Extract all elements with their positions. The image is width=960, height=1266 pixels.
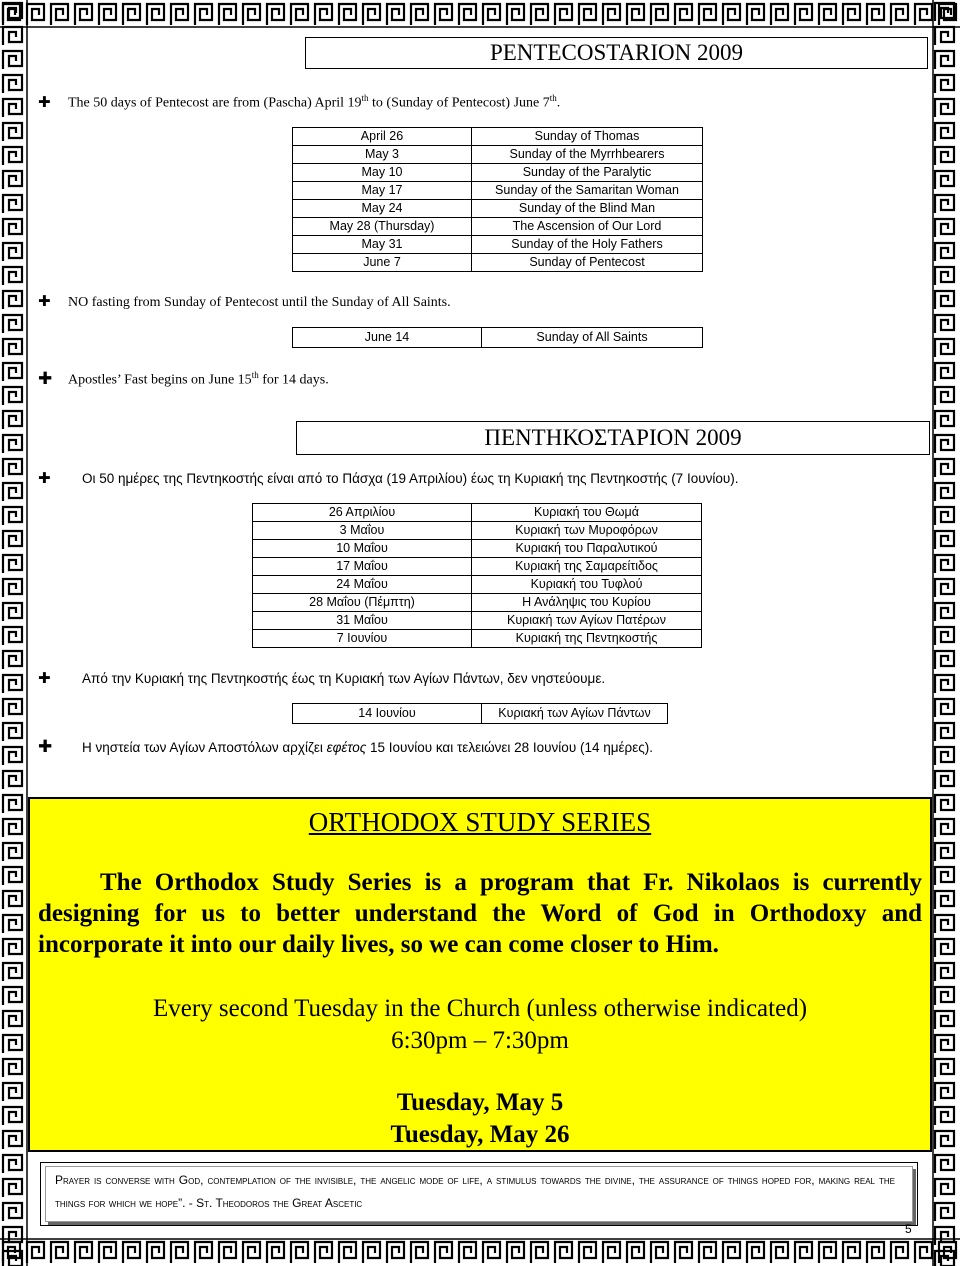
event-cell: Κυριακή του Θωμά xyxy=(472,504,702,522)
quote-box xyxy=(40,1162,918,1226)
cross-bullet-icon: ✚ xyxy=(38,737,53,757)
event-cell: Κυριακή των Αγίων Πάντων xyxy=(482,704,668,724)
event-cell: Sunday of the Holy Fathers xyxy=(472,236,703,254)
table-row xyxy=(253,540,702,558)
table-row xyxy=(293,200,703,218)
quote-text: Prayer is converse with God, contemplation of the invisible, the angelic mode of life, a stimulus towards the divine, the assurance of things hoped for, making real the things for which we hope”. - St. Theodoros the Great Ascetic xyxy=(55,1173,895,1210)
page-number: 5 xyxy=(905,1222,912,1236)
table-row xyxy=(293,146,703,164)
event-cell: Κυριακή του Τυφλού xyxy=(472,576,702,594)
schedule-table-greek xyxy=(252,503,702,648)
event-cell: Sunday of Thomas xyxy=(472,128,703,146)
cross-bullet-icon: ✚ xyxy=(38,469,51,487)
all-saints-table-english xyxy=(292,327,703,348)
date-cell: May 24 xyxy=(293,200,472,218)
study-series-time: 6:30pm – 7:30pm xyxy=(391,1027,569,1054)
event-cell: Sunday of All Saints xyxy=(482,328,703,348)
greek-key-border-top xyxy=(0,0,960,28)
table-row xyxy=(293,328,703,348)
table-row xyxy=(293,164,703,182)
table-row xyxy=(293,182,703,200)
pentecost-days-note: ✚ The 50 days of Pentecost are from (Pascha) April 19th to (Sunday of Pentecost) June 7th. xyxy=(38,92,561,111)
cross-bullet-icon: ✚ xyxy=(38,292,51,310)
date-cell: 24 Μαΐου xyxy=(253,576,472,594)
event-cell: Sunday of the Paralytic xyxy=(472,164,703,182)
schedule-table-english xyxy=(292,127,703,272)
cross-bullet-icon: ✚ xyxy=(38,669,51,687)
greek-key-border-bottom xyxy=(0,1238,960,1266)
pentecost-days-note-greek: ✚ Οι 50 ημέρες της Πεντηκοστής είναι από το Πάσχα (19 Απριλίου) έως τη Κυριακή της Πεντηκοστής (7 Ιουνίου). xyxy=(38,469,739,487)
no-fasting-note: ✚ NO fasting from Sunday of Pentecost until the Sunday of All Saints. xyxy=(38,292,451,310)
event-cell: Sunday of Pentecost xyxy=(472,254,703,272)
table-row xyxy=(293,236,703,254)
apostles-fast-note: ✚ Apostles’ Fast begins on June 15th for 14 days. xyxy=(38,368,329,389)
study-date-1: Tuesday, May 5 xyxy=(396,1089,564,1116)
date-cell: May 10 xyxy=(293,164,472,182)
date-cell: 31 Μαΐου xyxy=(253,612,472,630)
table-row xyxy=(253,504,702,522)
event-cell: Κυριακή των Αγίων Πατέρων xyxy=(472,612,702,630)
study-date-2: Tuesday, May 26 xyxy=(390,1121,570,1148)
apostles-fast-note-greek: ✚ Η νηστεία των Αγίων Αποστόλων αρχίζει εφέτος 15 Ιουνίου και τελειώνει 28 Ιουνίου (14 ημέρες). xyxy=(38,737,653,757)
table-row xyxy=(253,522,702,540)
table-row xyxy=(293,128,703,146)
event-cell: Sunday of the Samaritan Woman xyxy=(472,182,703,200)
page-title-greek: ΠΕΝΤΗΚΟΣΤΑΡΙΟΝ 2009 xyxy=(296,421,930,455)
date-cell: 14 Ιουνίου xyxy=(293,704,482,724)
cross-bullet-icon: ✚ xyxy=(38,92,51,111)
table-row xyxy=(293,254,703,272)
greek-key-border-right xyxy=(932,0,960,1266)
cross-bullet-icon: ✚ xyxy=(38,368,53,389)
date-cell: June 14 xyxy=(293,328,482,348)
date-cell: April 26 xyxy=(293,128,472,146)
table-row xyxy=(293,704,668,724)
date-cell: June 7 xyxy=(293,254,472,272)
table-row xyxy=(253,558,702,576)
date-cell: 28 Μαΐου (Πέμπτη) xyxy=(253,594,472,612)
date-cell: 10 Μαΐου xyxy=(253,540,472,558)
all-saints-table-greek xyxy=(292,703,668,724)
no-fasting-note-greek: ✚ Από την Κυριακή της Πεντηκοστής έως τη Κυριακή των Αγίων Πάντων, δεν νηστεύουμε. xyxy=(38,669,606,687)
greek-key-border-left xyxy=(0,0,28,1266)
date-cell: 3 Μαΐου xyxy=(253,522,472,540)
table-row xyxy=(293,218,703,236)
event-cell: Sunday of the Blind Man xyxy=(472,200,703,218)
event-cell: Κυριακή του Παραλυτικού xyxy=(472,540,702,558)
event-cell: The Ascension of Our Lord xyxy=(472,218,703,236)
event-cell: Η Ανάληψις του Κυρίου xyxy=(472,594,702,612)
date-cell: May 3 xyxy=(293,146,472,164)
page-title-english: PENTECOSTARION 2009 xyxy=(305,37,928,69)
date-cell: May 28 (Thursday) xyxy=(293,218,472,236)
date-cell: 26 Απριλίου xyxy=(253,504,472,522)
table-row xyxy=(253,612,702,630)
study-series-description: The Orthodox Study Series is a program that Fr. Nikolaos is currently designing for us to better understand the Word of God in Orthodoxy and incorporate it into our daily lives, so we can come closer to Him. xyxy=(38,869,922,958)
date-cell: 17 Μαΐου xyxy=(253,558,472,576)
study-series-box xyxy=(28,797,932,1152)
event-cell: Κυριακή της Πεντηκοστής xyxy=(472,630,702,648)
study-series-schedule: Every second Tuesday in the Church (unless otherwise indicated) xyxy=(152,995,808,1022)
table-row xyxy=(253,594,702,612)
event-cell: Sunday of the Myrrhbearers xyxy=(472,146,703,164)
date-cell: May 17 xyxy=(293,182,472,200)
event-cell: Κυριακή της Σαμαρείτιδος xyxy=(472,558,702,576)
table-row xyxy=(253,576,702,594)
date-cell: 7 Ιουνίου xyxy=(253,630,472,648)
event-cell: Κυριακή των Μυροφόρων xyxy=(472,522,702,540)
date-cell: May 31 xyxy=(293,236,472,254)
table-row xyxy=(253,630,702,648)
study-series-title: ORTHODOX STUDY SERIES xyxy=(308,807,652,837)
